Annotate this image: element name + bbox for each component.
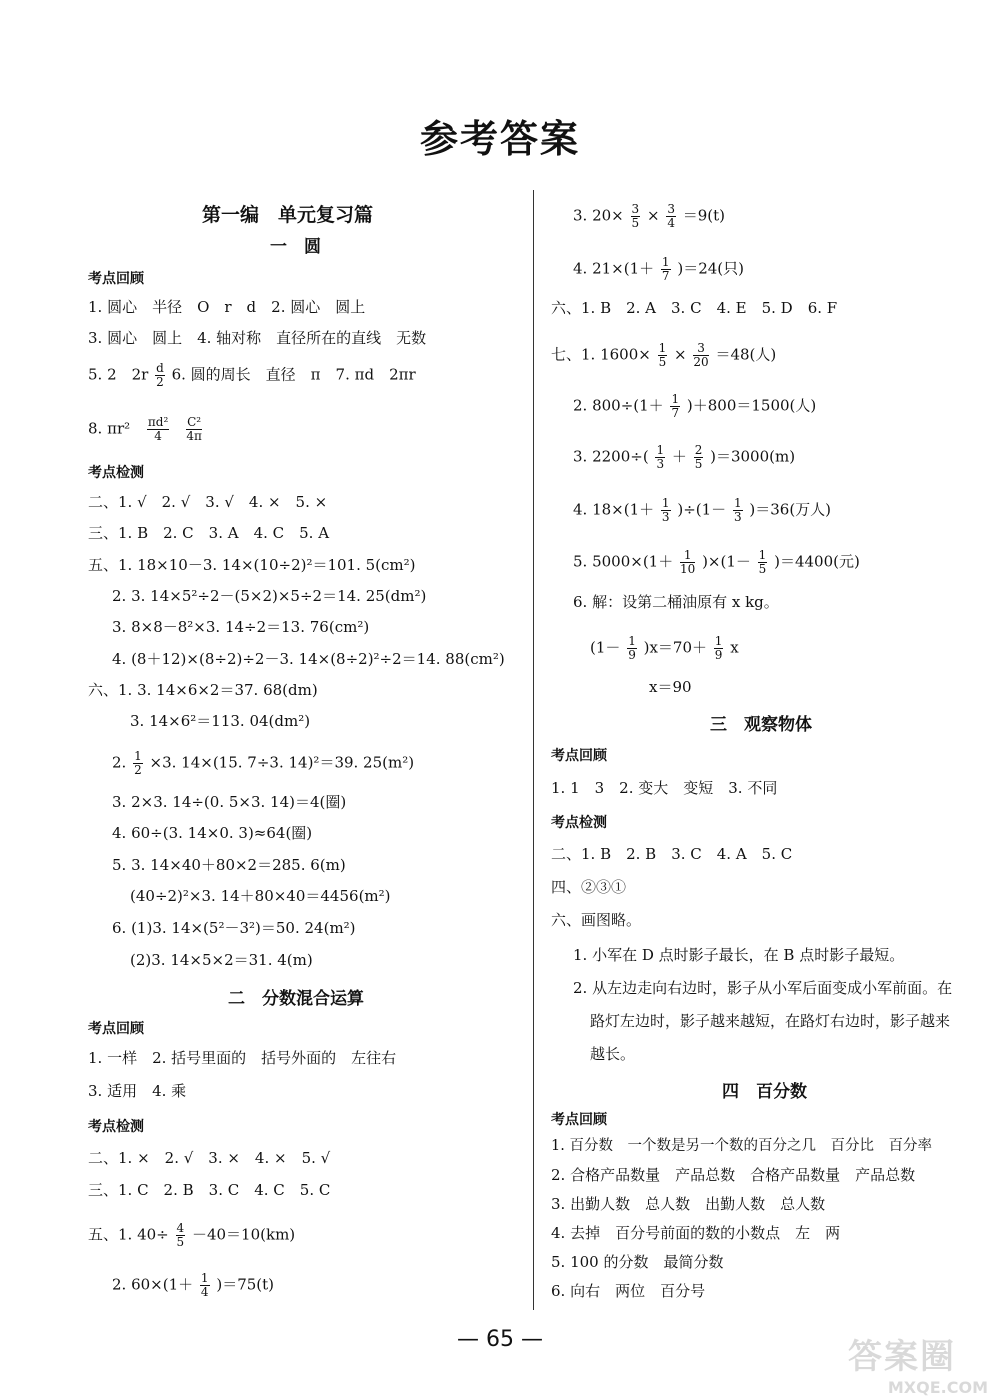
answer-line: 3. 适用 4. 乘 <box>88 1082 187 1100</box>
fraction <box>661 497 671 524</box>
text: )＝3000(m) <box>710 447 796 466</box>
text: )＋800＝1500(人) <box>686 396 817 415</box>
text: 8. πr² <box>88 419 131 438</box>
fraction <box>147 416 169 443</box>
answer-line: 六、画图略。 <box>551 911 642 929</box>
section-review-label: 考点回顾 <box>551 748 607 764</box>
numerator: 1 <box>680 549 695 563</box>
text: 5. 2 2r <box>88 365 149 384</box>
answer-line: 二、1. √ 2. √ 3. √ 4. × 5. × <box>88 493 328 511</box>
numerator: 1 <box>758 548 767 562</box>
fraction <box>694 444 704 471</box>
text: )÷(1－ <box>677 500 727 519</box>
fraction <box>666 203 676 230</box>
numerator: 1 <box>714 634 723 648</box>
section-review-label: 考点回顾 <box>551 1112 607 1128</box>
answer-line: x＝90 <box>649 678 692 696</box>
numerator: 1 <box>671 392 680 406</box>
section-check-label: 考点检测 <box>551 815 607 831</box>
text: )×(1－ <box>702 552 751 571</box>
numerator: 1 <box>134 749 142 763</box>
answer-line <box>590 635 739 662</box>
denominator: 4 <box>667 216 675 230</box>
fraction <box>155 362 165 389</box>
answer-line <box>573 497 831 524</box>
answer-line: 六、1. B 2. A 3. C 4. E 5. D 6. F <box>551 299 838 317</box>
page-number: — 65 — <box>457 1327 543 1352</box>
answer-line: 3. 圆心 圆上 4. 轴对称 直径所在的直线 无数 <box>88 329 427 347</box>
text: (1－ <box>590 638 621 657</box>
answer-line: 六、1. 3. 14×6×2＝37. 68(dm) <box>88 681 318 699</box>
answer-line <box>573 444 795 471</box>
denominator: 4 <box>200 1285 209 1299</box>
numerator: 1 <box>733 496 742 510</box>
text: 3. 20× <box>573 206 624 225</box>
watermark-url: MXQE.COM <box>887 1378 988 1397</box>
numerator: 3 <box>631 202 640 216</box>
section-review-label: 考点回顾 <box>88 1021 144 1037</box>
text: ＋ <box>671 447 687 466</box>
answer-line: 1. 小军在 D 点时影子最长，在 B 点时影子最短。 <box>573 946 905 964</box>
text: )＝4400(元) <box>774 552 860 571</box>
answer-line: 1. 百分数 一个数是另一个数的百分之几 百分比 百分率 <box>551 1138 932 1154</box>
text: × <box>646 206 660 225</box>
fraction <box>176 1222 186 1249</box>
text: －40＝10(km) <box>191 1225 296 1244</box>
fraction <box>714 635 724 662</box>
unit3-title: 三 观察物体 <box>710 715 812 735</box>
fraction <box>655 444 665 471</box>
text: )＝36(万人) <box>749 500 832 519</box>
text: ＝9(t) <box>682 206 726 225</box>
answer-line: 1. 一样 2. 括号里面的 括号外面的 左往右 <box>88 1049 397 1067</box>
numerator: 1 <box>200 1271 209 1285</box>
answer-line: 1. 1 3 2. 变大 变短 3. 不同 <box>551 779 778 797</box>
fraction <box>693 342 708 369</box>
denominator: 2 <box>134 763 142 777</box>
text: 七、1. 1600× <box>551 345 651 364</box>
text: )x＝70＋ <box>643 638 708 657</box>
answer-line: 6. 解：设第二桶油原有 x kg。 <box>573 593 779 611</box>
denominator: 4π <box>186 429 202 443</box>
answer-line: 4. (8＋12)×(8÷2)÷2－3. 14×(8÷2)²÷2＝14. 88(cm²) <box>112 650 505 668</box>
text: 2. 800÷(1＋ <box>573 396 664 415</box>
unit4-title: 四 百分数 <box>722 1082 807 1102</box>
text: )＝24(只) <box>677 259 744 278</box>
fraction <box>186 416 202 443</box>
text: 3. 2200÷( <box>573 447 649 466</box>
unit2-title: 二 分数混合运算 <box>228 989 364 1009</box>
numerator: d <box>156 361 164 375</box>
answer-line: 3. 出勤人数 总人数 出勤人数 总人数 <box>551 1195 826 1213</box>
fraction <box>733 497 743 524</box>
answer-line: 4. 去掉 百分号前面的数的小数点 左 两 <box>551 1224 841 1242</box>
numerator: C² <box>187 415 202 429</box>
numerator: 1 <box>628 634 636 648</box>
numerator: 3 <box>667 202 675 216</box>
column-divider <box>533 190 534 1310</box>
answer-line: 3. 2×3. 14÷(0. 5×3. 14)＝4(圈) <box>112 793 347 811</box>
answer-line: 3. 14×6²＝113. 04(dm²) <box>130 712 311 730</box>
answer-line: 3. 8×8－8²×3. 14÷2＝13. 76(cm²) <box>112 618 370 636</box>
text: )＝75(t) <box>216 1275 275 1294</box>
answer-line: 四、②③① <box>551 878 627 896</box>
denominator: 5 <box>658 355 667 369</box>
answer-line: 2. 3. 14×5²÷2－(5×2)×5÷2＝14. 25(dm²) <box>112 587 427 605</box>
denominator: 3 <box>661 510 670 524</box>
answer-line: 6. (1)3. 14×(5²－3²)＝50. 24(m²) <box>112 919 356 937</box>
answer-line <box>573 549 860 576</box>
answer-line: 路灯左边时，影子越来越短，在路灯右边时，影子越来 <box>590 1012 951 1030</box>
fraction <box>658 342 668 369</box>
denominator: 9 <box>714 648 723 662</box>
numerator: 3 <box>693 342 708 356</box>
answer-line: 4. 60÷(3. 14×0. 3)≈64(圈) <box>112 824 313 842</box>
part-title: 第一编 单元复习篇 <box>202 204 374 226</box>
denominator: 3 <box>656 457 665 471</box>
answer-line: (40÷2)²×3. 14＋80×40＝4456(m²) <box>130 887 391 905</box>
denominator: 10 <box>680 562 696 576</box>
text: 4. 21×(1＋ <box>573 259 655 278</box>
page-title: 参考答案 <box>419 116 580 161</box>
text: 5. 5000×(1＋ <box>573 552 674 571</box>
denominator: 5 <box>758 562 767 576</box>
denominator: 7 <box>671 406 680 420</box>
denominator: 3 <box>733 510 742 524</box>
answer-line <box>88 416 204 443</box>
answer-line: 1. 圆心 半径 O r d 2. 圆心 圆上 <box>88 298 366 316</box>
answer-line <box>88 362 416 389</box>
answer-line <box>112 750 414 777</box>
fraction <box>758 549 768 576</box>
answer-line: 越长。 <box>590 1045 636 1063</box>
answer-line: 三、1. C 2. B 3. C 4. C 5. C <box>88 1181 331 1199</box>
text: 6. 圆的周长 直径 π 7. πd 2πr <box>171 365 416 384</box>
fraction <box>627 635 637 662</box>
answer-line: 三、1. B 2. C 3. A 4. C 5. A <box>88 524 330 542</box>
denominator: 5 <box>631 216 640 230</box>
denominator: 20 <box>693 355 709 369</box>
answer-line <box>88 1222 295 1249</box>
numerator: πd² <box>147 415 169 429</box>
answer-line: (2)3. 14×5×2＝31. 4(m) <box>130 951 313 969</box>
numerator: 1 <box>656 443 665 457</box>
answer-line <box>573 393 816 420</box>
answer-line <box>573 256 744 283</box>
denominator: 7 <box>661 269 670 283</box>
answer-line <box>112 1272 274 1299</box>
text: ×3. 14×(15. 7÷3. 14)²＝39. 25(m²) <box>149 753 415 772</box>
fraction <box>661 256 671 283</box>
numerator: 1 <box>661 496 670 510</box>
answer-line: 二、1. × 2. √ 3. × 4. × 5. √ <box>88 1149 331 1167</box>
fraction <box>200 1272 210 1299</box>
answer-line <box>573 203 725 230</box>
answer-line: 5. 100 的分数 最简分数 <box>551 1253 724 1271</box>
text: 五、1. 40÷ <box>88 1225 169 1244</box>
section-check-label: 考点检测 <box>88 1119 144 1135</box>
section-review-label: 考点回顾 <box>88 271 144 287</box>
answer-line: 5. 3. 14×40＋80×2＝285. 6(m) <box>112 856 346 874</box>
numerator: 1 <box>658 341 667 355</box>
text: 2. <box>112 753 127 772</box>
answer-line: 6. 向右 两位 百分号 <box>551 1282 706 1300</box>
section-check-label: 考点检测 <box>88 465 144 481</box>
watermark-text: 答案圈 <box>848 1337 956 1377</box>
numerator: 2 <box>694 443 703 457</box>
text: 4. 18×(1＋ <box>573 500 655 519</box>
unit1-title: 一 圆 <box>270 237 321 257</box>
answer-line: 2. 从左边走向右边时，影子从小军后面变成小军前面。在 <box>573 979 953 997</box>
answer-line: 二、1. B 2. B 3. C 4. A 5. C <box>551 845 793 863</box>
fraction <box>670 393 680 420</box>
denominator: 2 <box>156 375 164 389</box>
denominator: 4 <box>154 429 162 443</box>
text: 2. 60×(1＋ <box>112 1275 194 1294</box>
numerator: 1 <box>661 255 670 269</box>
fraction <box>133 750 143 777</box>
watermark-logo <box>848 1329 988 1397</box>
numerator: 4 <box>176 1221 185 1235</box>
answer-line <box>551 342 776 369</box>
text: ＝48(人) <box>715 345 777 364</box>
answer-line: 五、1. 18×10－3. 14×(10÷2)²＝101. 5(cm²) <box>88 556 416 574</box>
text: x <box>730 638 739 657</box>
denominator: 5 <box>694 457 703 471</box>
answer-line: 2. 合格产品数量 产品总数 合格产品数量 产品总数 <box>551 1166 916 1184</box>
fraction <box>631 203 641 230</box>
fraction <box>680 549 695 576</box>
text: × <box>674 345 687 364</box>
denominator: 5 <box>176 1235 185 1249</box>
denominator: 9 <box>628 648 636 662</box>
